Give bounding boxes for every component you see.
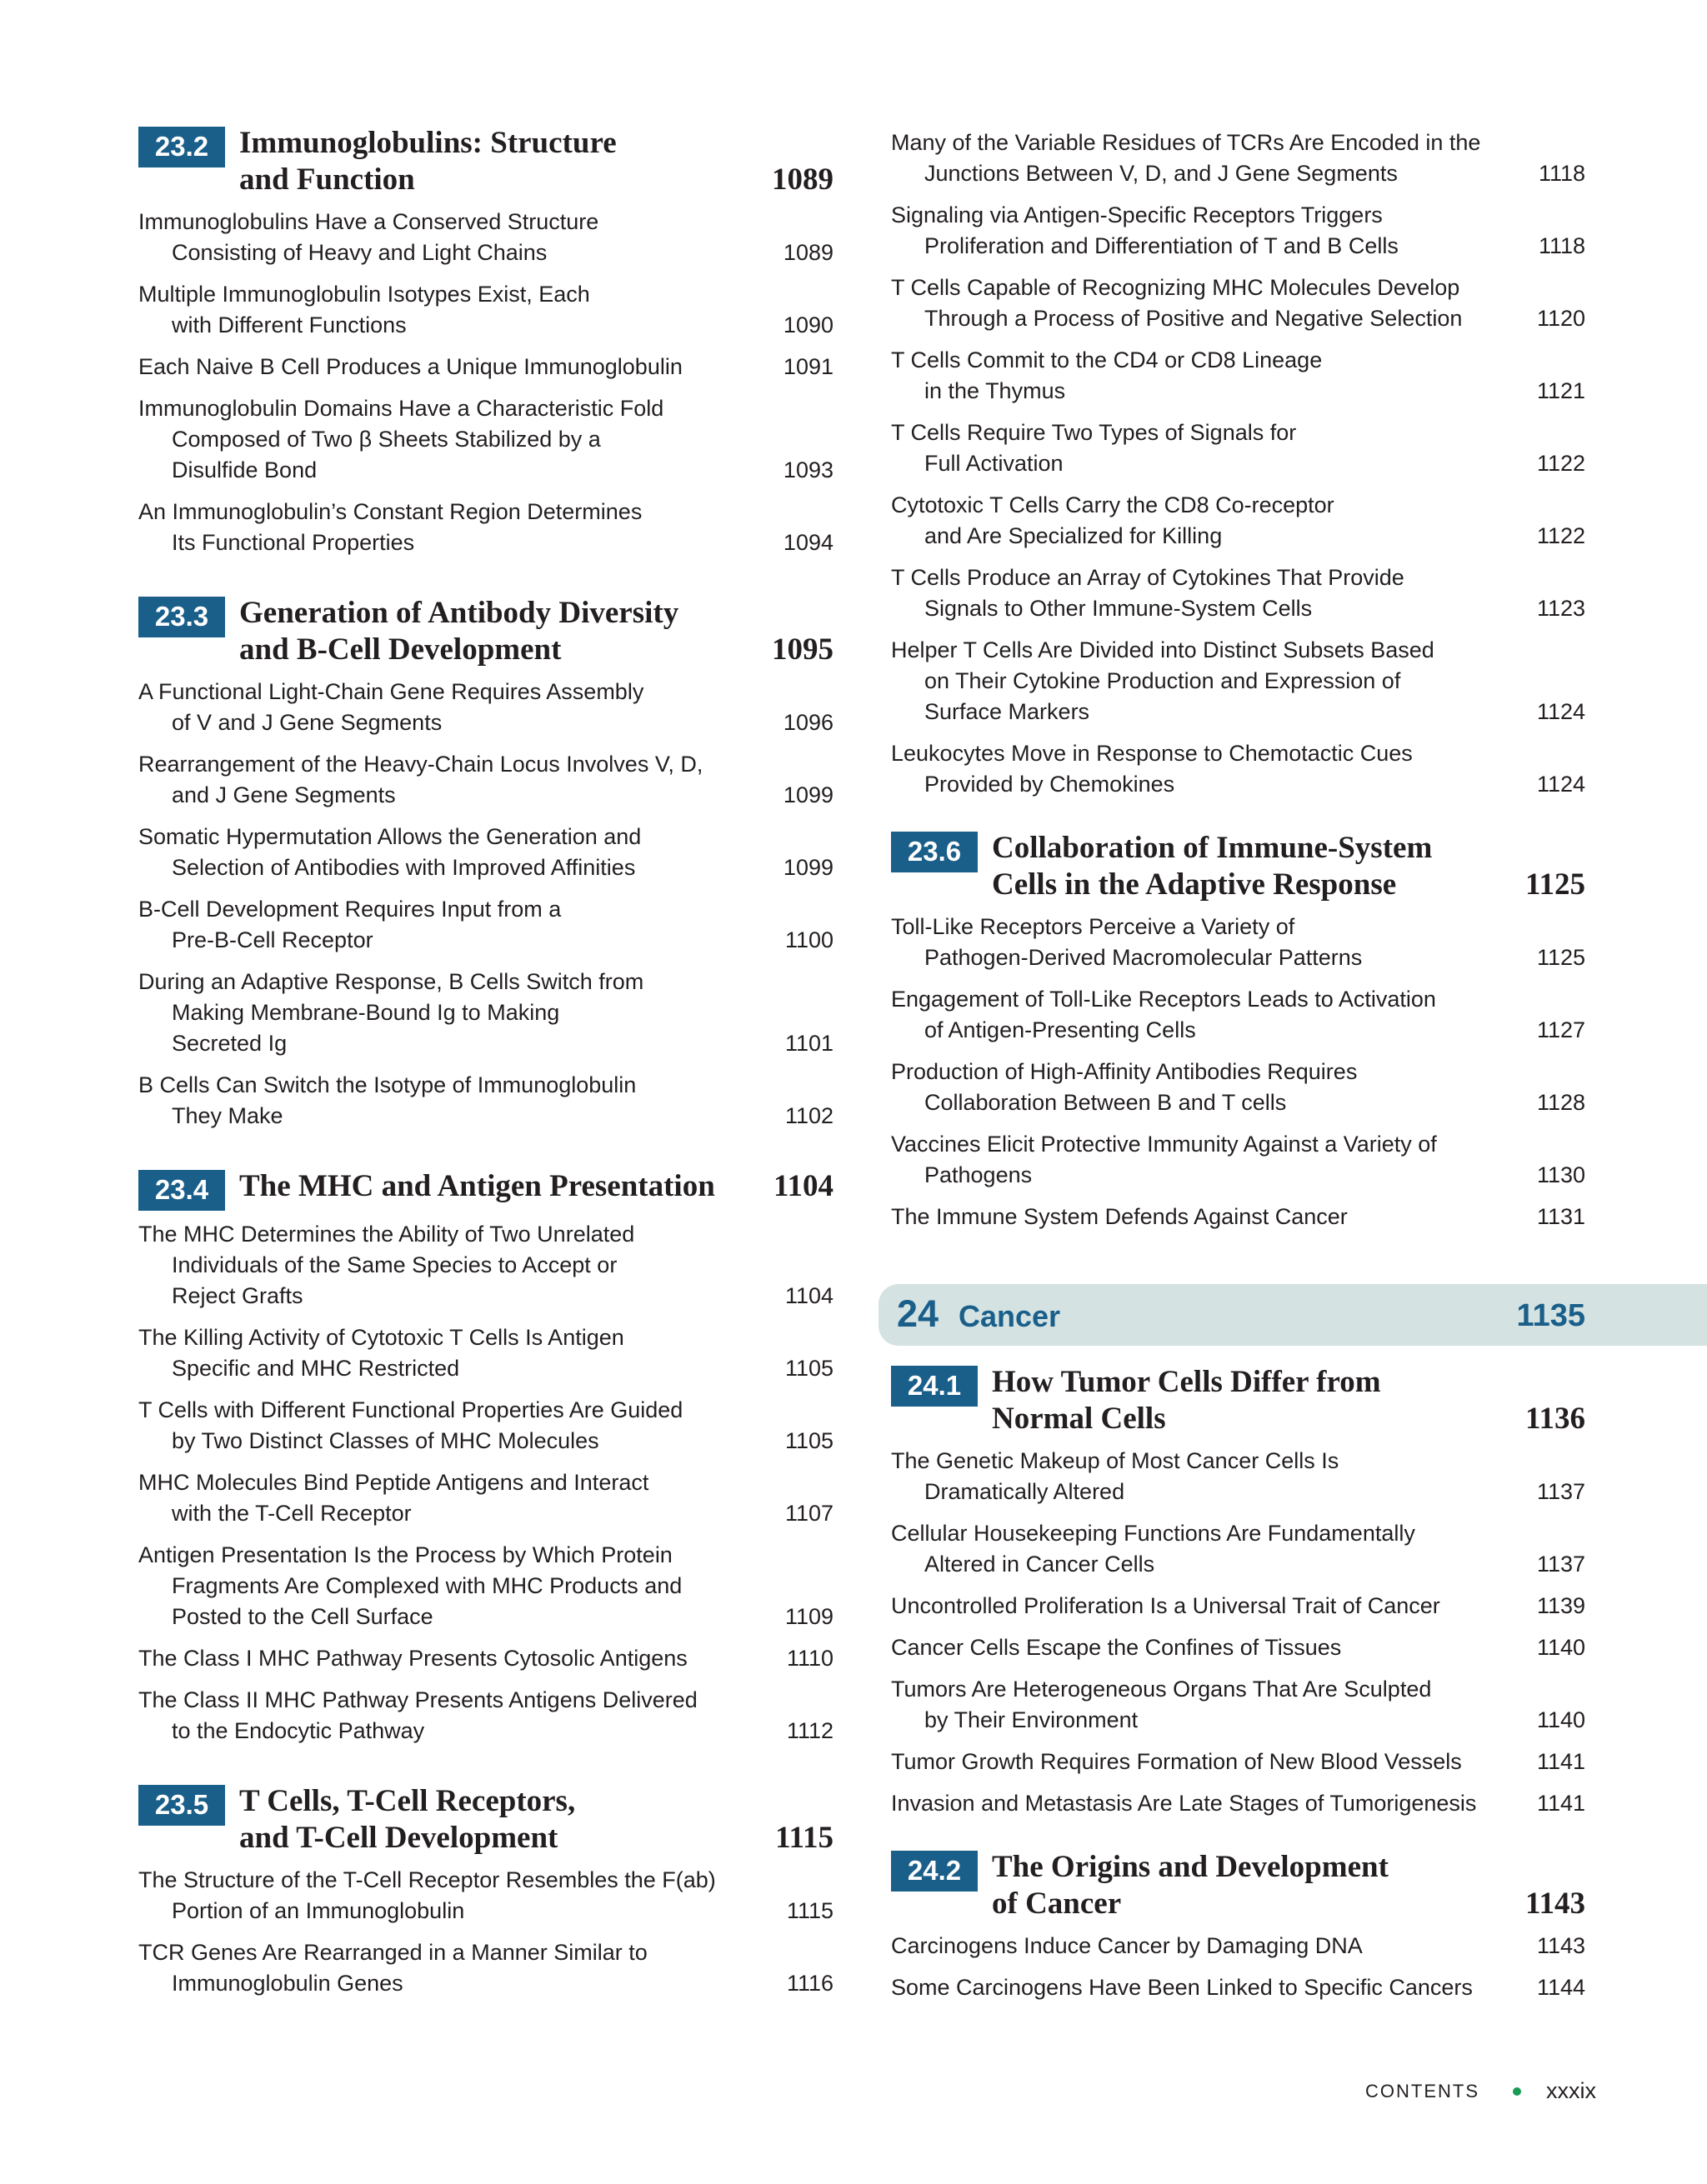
entry-title: Multiple Immunoglobulin Isotypes Exist, Each with Different Functions <box>138 282 590 337</box>
section-title-row <box>239 1168 833 1205</box>
toc-entry[interactable] <box>891 1202 1585 1232</box>
section-title-row <box>992 830 1585 903</box>
entry-title: T Cells with Different Functional Properties Are Guided by Two Distinct Classes of MHC Molecules <box>138 1397 683 1453</box>
section-page: 1115 <box>775 1821 833 1855</box>
section-title-row <box>992 1364 1585 1437</box>
section-title: Collaboration of Immune-System Cells in the Adaptive Response <box>992 831 1433 902</box>
entry-list <box>138 207 833 558</box>
section-page: 1136 <box>1525 1402 1585 1436</box>
section-23-6 <box>891 830 1585 1232</box>
entry-page: 1094 <box>783 530 833 555</box>
entry-page: 1100 <box>784 927 833 952</box>
entry-page: 1137 <box>1536 1552 1585 1577</box>
section-page: 1104 <box>773 1169 833 1203</box>
entry-title: TCR Genes Are Rearranged in a Manner Similar to Immunoglobulin Genes <box>138 1940 648 1996</box>
section-title: Immunoglobulins: Structure and Function <box>239 126 617 197</box>
entry-title: T Cells Produce an Array of Cytokines That Provide Signals to Other Immune-System Cells <box>891 565 1404 621</box>
entry-title: During an Adaptive Response, B Cells Switch from Making Membrane-Bound Ig to Making Secreted Ig <box>138 969 644 1056</box>
toc-entry[interactable] <box>138 677 833 738</box>
toc-entry[interactable] <box>891 127 1585 189</box>
entry-title: Invasion and Metastasis Are Late Stages of Tumorigenesis <box>891 1791 1477 1816</box>
entry-title: Somatic Hypermutation Allows the Generation and Selection of Antibodies with Improved Affinities <box>138 824 642 880</box>
entry-title: T Cells Commit to the CD4 or CD8 Lineage in the Thymus <box>891 347 1323 403</box>
entry-title: Some Carcinogens Have Been Linked to Specific Cancers <box>891 1975 1473 2000</box>
entry-list <box>891 912 1585 1232</box>
chapter-banner[interactable] <box>879 1284 1707 1346</box>
entry-page: 1090 <box>783 312 833 337</box>
entry-page: 1104 <box>784 1283 833 1308</box>
entry-page: 1128 <box>1536 1090 1585 1115</box>
toc-entry[interactable] <box>138 497 833 558</box>
toc-entry[interactable] <box>891 738 1585 800</box>
entry-title: The Immune System Defends Against Cancer <box>891 1204 1348 1229</box>
section-24-2 <box>891 1849 1585 2003</box>
section-heading <box>138 1168 833 1211</box>
toc-entry[interactable] <box>891 1446 1585 1507</box>
page-footer <box>1365 2078 1596 2104</box>
toc-entry[interactable] <box>891 984 1585 1046</box>
entry-page: 1120 <box>1536 306 1585 331</box>
section-number-badge: 23.6 <box>891 832 978 872</box>
entry-page: 1122 <box>1536 451 1585 476</box>
entry-title: Vaccines Elicit Protective Immunity Against a Variety of Pathogens <box>891 1132 1437 1187</box>
section-23-4 <box>138 1168 833 1747</box>
toc-right-column <box>891 127 1585 1243</box>
entry-page: 1125 <box>1536 945 1585 970</box>
entry-page: 1091 <box>783 354 833 379</box>
entry-page: 1105 <box>784 1428 833 1453</box>
toc-right-column-lower <box>891 1364 1585 2014</box>
section-heading <box>138 595 833 668</box>
section-page: 1143 <box>1525 1887 1585 1921</box>
entry-title: The Class I MHC Pathway Presents Cytosolic Antigens <box>138 1646 688 1671</box>
entry-title: The MHC Determines the Ability of Two Unrelated Individuals of the Same Species to Accept or Reject Grafts <box>138 1222 635 1308</box>
toc-entry[interactable] <box>891 1591 1585 1622</box>
toc-entry[interactable] <box>891 1931 1585 1962</box>
toc-entry[interactable] <box>138 1540 833 1632</box>
entry-page: 1123 <box>1536 596 1585 621</box>
toc-left-column <box>138 125 833 2010</box>
toc-entry[interactable] <box>138 822 833 883</box>
section-title-row <box>992 1849 1585 1922</box>
entry-title: Cytotoxic T Cells Carry the CD8 Co-receptor and Are Specialized for Killing <box>891 492 1334 548</box>
toc-entry[interactable] <box>138 279 833 341</box>
entry-page: 1118 <box>1538 233 1585 258</box>
chapter-number: 24 <box>897 1292 939 1335</box>
entry-page: 1141 <box>1536 1749 1585 1774</box>
toc-entry[interactable] <box>138 352 833 382</box>
section-heading <box>891 1849 1585 1922</box>
toc-entry[interactable] <box>138 207 833 268</box>
toc-entry[interactable] <box>138 393 833 486</box>
chapter-page: 1135 <box>1516 1298 1585 1333</box>
entry-page: 1110 <box>786 1646 833 1671</box>
entry-page: 1131 <box>1536 1204 1585 1229</box>
toc-entry[interactable] <box>891 272 1585 334</box>
section-number-badge: 24.2 <box>891 1851 978 1892</box>
entry-title: The Genetic Makeup of Most Cancer Cells Is Dramatically Altered <box>891 1448 1339 1504</box>
bullet-dot-icon <box>1513 2087 1521 2096</box>
toc-entry[interactable] <box>891 912 1585 973</box>
chapter-title: Cancer <box>959 1299 1061 1333</box>
entry-page: 1122 <box>1536 523 1585 548</box>
section-24-1 <box>891 1364 1585 1819</box>
entry-page: 1102 <box>784 1103 833 1128</box>
entry-page: 1143 <box>1536 1933 1585 1958</box>
section-number-badge: 23.3 <box>138 597 225 637</box>
entry-title: Uncontrolled Proliferation Is a Universal Trait of Cancer <box>891 1593 1440 1618</box>
entry-title: Leukocytes Move in Response to Chemotactic Cues Provided by Chemokines <box>891 741 1413 797</box>
entry-title: Production of High-Affinity Antibodies Requires Collaboration Between B and T cells <box>891 1059 1358 1115</box>
entry-list <box>891 1931 1585 2003</box>
entry-title: Many of the Variable Residues of TCRs Are Encoded in the Junctions Between V, D, and J Gene Segments <box>891 130 1481 186</box>
section-23-3 <box>138 595 833 1132</box>
entry-page: 1109 <box>784 1604 833 1629</box>
section-number-badge: 24.1 <box>891 1366 978 1407</box>
entry-title: The Class II MHC Pathway Presents Antigens Delivered to the Endocytic Pathway <box>138 1687 698 1743</box>
toc-entry[interactable] <box>138 967 833 1059</box>
section-title: The MHC and Antigen Presentation <box>239 1169 715 1203</box>
entry-page: 1099 <box>783 782 833 807</box>
entry-page: 1101 <box>784 1031 833 1056</box>
section-title: Generation of Antibody Diversity and B-Cell Development <box>239 596 679 667</box>
entry-title: Carcinogens Induce Cancer by Damaging DNA <box>891 1933 1363 1958</box>
section-title: T Cells, T-Cell Receptors, and T-Cell Development <box>239 1784 576 1855</box>
footer-page-number: xxxix <box>1546 2078 1596 2103</box>
section-page: 1089 <box>772 162 833 197</box>
section-number-badge: 23.2 <box>138 127 225 167</box>
entry-title: Tumor Growth Requires Formation of New Blood Vessels <box>891 1749 1462 1774</box>
toc-entry[interactable] <box>138 1937 833 1999</box>
section-23-5 <box>138 1783 833 1999</box>
entry-title: A Functional Light-Chain Gene Requires Assembly of V and J Gene Segments <box>138 679 644 735</box>
toc-entry[interactable] <box>891 345 1585 407</box>
entry-title: Engagement of Toll-Like Receptors Leads to Activation of Antigen-Presenting Cells <box>891 987 1436 1042</box>
entry-title: Antigen Presentation Is the Process by Which Protein Fragments Are Complexed with MHC Products and Posted to the Cell Surface <box>138 1542 683 1629</box>
entry-title: Cellular Housekeeping Functions Are Fundamentally Altered in Cancer Cells <box>891 1521 1415 1577</box>
section-page: 1095 <box>772 632 833 667</box>
toc-entry[interactable] <box>891 1129 1585 1191</box>
toc-entry[interactable] <box>891 1972 1585 2003</box>
entry-title: The Killing Activity of Cytotoxic T Cells Is Antigen Specific and MHC Restricted <box>138 1325 624 1381</box>
entry-list <box>138 677 833 1132</box>
entry-page: 1107 <box>784 1501 833 1526</box>
entry-title: An Immunoglobulin’s Constant Region Determines Its Functional Properties <box>138 499 643 555</box>
entry-page: 1140 <box>1536 1635 1585 1660</box>
toc-entry[interactable] <box>138 1685 833 1747</box>
toc-entry[interactable] <box>138 894 833 956</box>
entry-title: Immunoglobulins Have a Conserved Structure Consisting of Heavy and Light Chains <box>138 209 599 265</box>
entry-page: 1124 <box>1536 699 1585 724</box>
entry-list <box>891 1446 1585 1819</box>
entry-page: 1099 <box>783 855 833 880</box>
toc-entry[interactable] <box>891 417 1585 479</box>
entry-list <box>138 1219 833 1747</box>
section-23-2 <box>138 125 833 558</box>
entry-page: 1127 <box>1536 1017 1585 1042</box>
entry-page: 1118 <box>1538 161 1585 186</box>
entry-title: MHC Molecules Bind Peptide Antigens and Interact with the T-Cell Receptor <box>138 1470 649 1526</box>
entry-title: Immunoglobulin Domains Have a Characteristic Fold Composed of Two β Sheets Stabilized by a Disulfide Bond <box>138 396 664 482</box>
section-page: 1125 <box>1525 867 1585 902</box>
entry-title: Each Naive B Cell Produces a Unique Immunoglobulin <box>138 354 683 379</box>
section-title: How Tumor Cells Differ from Normal Cells <box>992 1365 1381 1436</box>
entry-title: B Cells Can Switch the Isotype of Immunoglobulin They Make <box>138 1072 637 1128</box>
entry-page: 1144 <box>1536 1975 1585 2000</box>
toc-entry[interactable] <box>891 562 1585 624</box>
toc-entry[interactable] <box>138 1865 833 1927</box>
entry-title: Helper T Cells Are Divided into Distinct Subsets Based on Their Cytokine Production and Expression of Surface Markers <box>891 637 1434 724</box>
entry-title: Cancer Cells Escape the Confines of Tissues <box>891 1635 1342 1660</box>
toc-entry[interactable] <box>138 749 833 811</box>
entry-page: 1112 <box>786 1718 833 1743</box>
entry-page: 1130 <box>1536 1162 1585 1187</box>
section-heading <box>891 1364 1585 1437</box>
entry-page: 1121 <box>1536 378 1585 403</box>
section-title-row <box>239 125 833 198</box>
entry-page: 1141 <box>1536 1791 1585 1816</box>
section-heading <box>138 125 833 198</box>
entry-page: 1093 <box>783 457 833 482</box>
entry-title: Toll-Like Receptors Perceive a Variety of Pathogen-Derived Macromolecular Patterns <box>891 914 1363 970</box>
entry-title: Signaling via Antigen-Specific Receptors Triggers Proliferation and Differentiation of T and B Cells <box>891 202 1399 258</box>
entry-list <box>138 1865 833 1999</box>
entry-page: 1137 <box>1536 1479 1585 1504</box>
section-heading <box>138 1783 833 1857</box>
toc-entry[interactable] <box>138 1467 833 1529</box>
toc-entry[interactable] <box>138 1395 833 1457</box>
toc-entry[interactable] <box>891 635 1585 727</box>
footer-label: CONTENTS <box>1365 2080 1479 2102</box>
entry-title: T Cells Capable of Recognizing MHC Molecules Develop Through a Process of Positive and Negative Selection <box>891 275 1463 331</box>
entry-title: T Cells Require Two Types of Signals for Full Activation <box>891 420 1297 476</box>
entry-page: 1105 <box>784 1356 833 1381</box>
toc-entry[interactable] <box>891 490 1585 552</box>
entry-title: Tumors Are Heterogeneous Organs That Are Sculpted by Their Environment <box>891 1677 1432 1732</box>
section-title-row <box>239 595 833 668</box>
toc-entry[interactable] <box>891 1057 1585 1118</box>
toc-entry[interactable] <box>138 1643 833 1674</box>
toc-entry[interactable] <box>891 1632 1585 1663</box>
entry-title: The Structure of the T-Cell Receptor Resembles the F(ab) Portion of an Immunoglobulin <box>138 1867 716 1923</box>
entry-page: 1096 <box>783 710 833 735</box>
entry-page: 1140 <box>1536 1707 1585 1732</box>
entry-title: B-Cell Development Requires Input from a Pre-B-Cell Receptor <box>138 897 562 952</box>
toc-entry[interactable] <box>891 1674 1585 1736</box>
toc-entry[interactable] <box>138 1322 833 1384</box>
section-title: The Origins and Development of Cancer <box>992 1850 1389 1921</box>
entry-page: 1124 <box>1536 772 1585 797</box>
toc-entry[interactable] <box>138 1070 833 1132</box>
section-number-badge: 23.5 <box>138 1785 225 1826</box>
toc-entry[interactable] <box>891 1747 1585 1777</box>
entry-page: 1139 <box>1536 1593 1585 1618</box>
toc-entry[interactable] <box>891 1518 1585 1580</box>
section-number-badge: 23.4 <box>138 1170 225 1211</box>
entry-page: 1089 <box>783 240 833 265</box>
toc-entry[interactable] <box>138 1219 833 1312</box>
section-heading <box>891 830 1585 903</box>
continued-entry-list <box>891 127 1585 800</box>
toc-entry[interactable] <box>891 200 1585 262</box>
entry-title: Rearrangement of the Heavy-Chain Locus Involves V, D, and J Gene Segments <box>138 752 703 807</box>
entry-page: 1115 <box>786 1898 833 1923</box>
entry-page: 1116 <box>786 1971 833 1996</box>
section-title-row <box>239 1783 833 1857</box>
toc-entry[interactable] <box>891 1788 1585 1819</box>
